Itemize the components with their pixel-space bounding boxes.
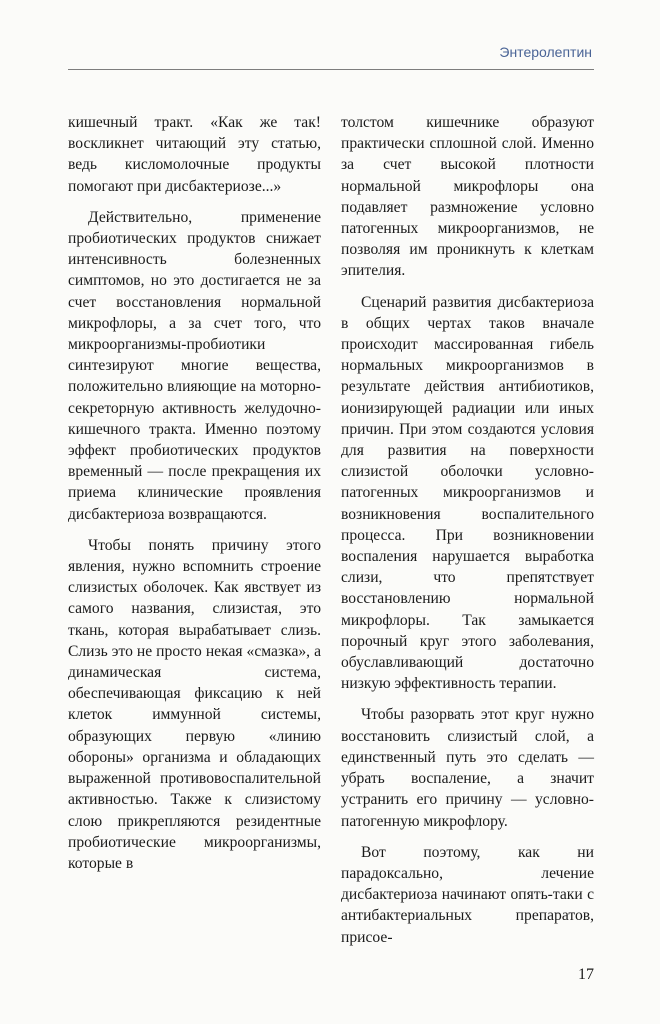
paragraph: Вот поэтому, как ни парадоксально, лечение дисбактериоза начинают опять-таки с антибактериальных препаратов, присое- [341,843,594,946]
paragraph: Сценарий развития дисбактериоза в общих чертах таков вначале происходит массированная гибель нормальных микроорганизмов в результате действия антибиотиков, ионизирующей радиации или иных причин. При этом создаются условия для развития на поверхности слизистой оболочки условно-патогенных микроорганизмов и возникновения воспалительного процесса. При возникновении воспаления нарушается выработка слизи, что препятствует восстановлению нормальной микрофлоры. Так замыкается порочный круг этого заболевания, обуславливающий достаточно низкую эффективность терапии. [341,293,594,693]
paragraph: Чтобы понять причину этого явления, нужно вспомнить строение слизистых оболочек. Как явствует из самого названия, слизистая, это ткань, которая вырабатывает слизь. Слизь это не просто некая «смазка», а динамическая система, обеспечивающая фиксацию к ней клеток иммунной системы, образующих первую «линию обороны» организма и обладающих выраженной противовоспалительной активностью. Также к слизистому слою прикрепляются резидентные пробиотические микроорганизмы, которые в [68,536,321,872]
paragraph: Чтобы разорвать этот круг нужно восстановить слизистый слой, а единственный путь это сделать — убрать воспаление, а значит устранить его причину — условно-патогенную микрофлору. [341,706,594,830]
running-title: Энтеролептин [499,44,592,60]
left-text-column [68,112,321,884]
paragraph: Действительно, применение пробиотических продуктов снижает интенсивность болезненных симптомов, но это достигается не за счет восстановления нормальной микрофлоры, а за счет того, что микроорганизмы-пробиотики синтезируют многие вещества, положительно влияющие на моторно-секреторную активность желудочно-кишечного тракта. Именно поэтому эффект пробиотических продуктов временный — после прекращения их приема клинические проявления дисбактериоза возвращаются. [68,208,321,523]
header-rule [68,69,594,70]
right-text-column [341,112,594,958]
page-number: 17 [578,966,594,983]
paragraph: кишечный тракт. «Как же так! воскликнет читающий эту статью, ведь кисломолочные продукты помогают при дисбактериозе...» [68,114,321,195]
paragraph: толстом кишечнике образуют практически сплошной слой. Именно за счет высокой плотности нормальной микрофлоры она подавляет размножение условно патогенных микроорганизмов, не позволяя им проникнуть к клеткам эпителия. [341,114,594,280]
